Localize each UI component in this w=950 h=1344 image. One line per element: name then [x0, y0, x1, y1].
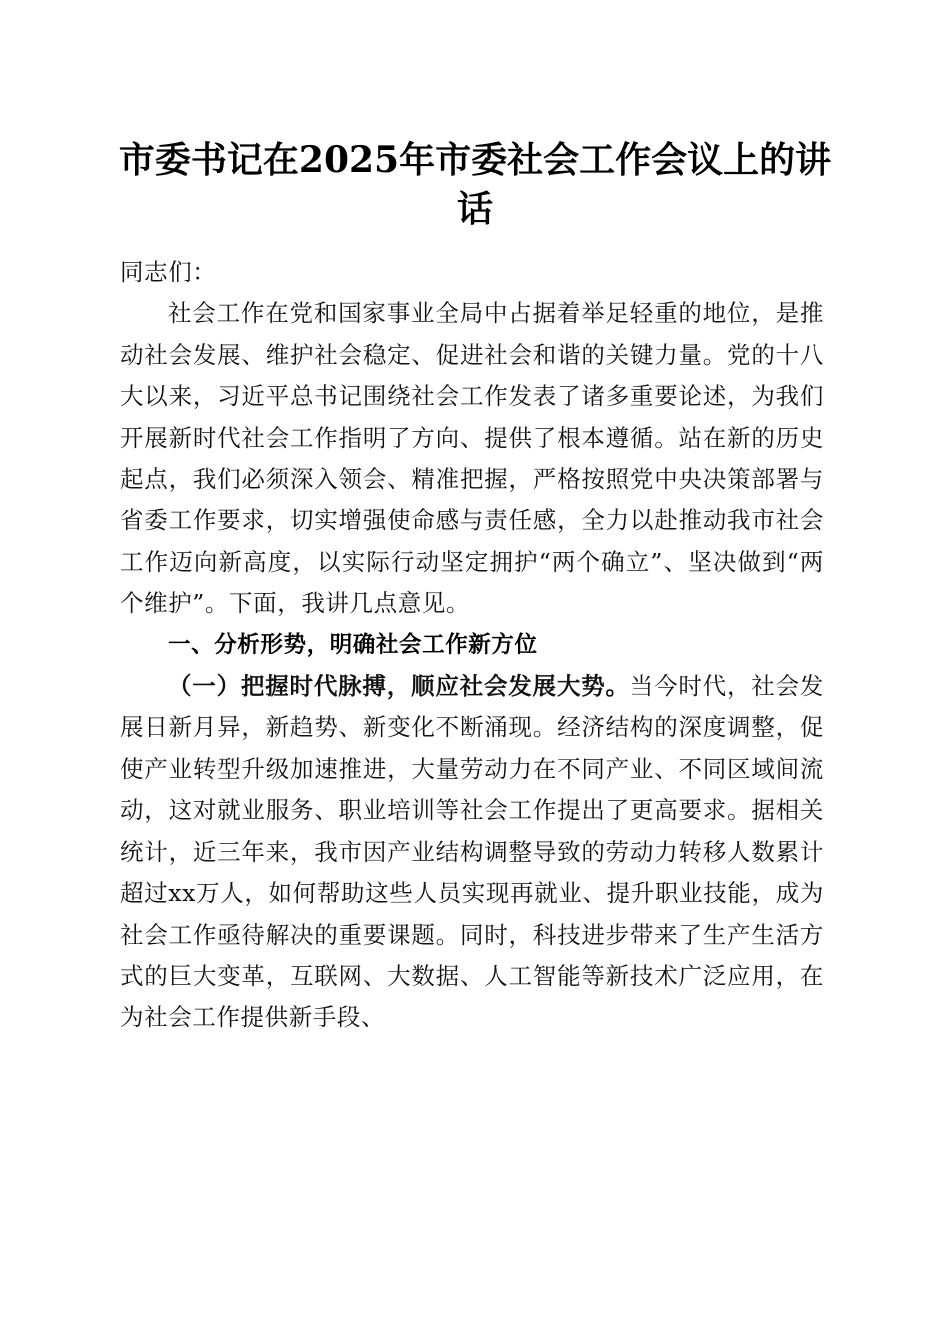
document-title: 市委书记在2025年市委社会工作会议上的讲话: [118, 139, 832, 230]
subsection-paragraph: [120, 666, 824, 1039]
document-body: [120, 252, 824, 1039]
intro-paragraph: 社会工作在党和国家事业全局中占据着举足轻重的地位，是推动社会发展、维护社会稳定、促进社会和谐的关键力量。党的十八大以来，习近平总书记围绕社会工作发表了诸多重要论述，为我们开展新时代社会工作指明了方向、提供了根本遵循。站在新的历史起点，我们必须深入领会、精准把握，严格按照党中央决策部署与省委工作要求，切实增强使命感与责任感，全力以赴推动我市社会工作迈向新高度，以实际行动坚定拥护“两个确立”、坚决做到“两个维护”。下面，我讲几点意见。: [120, 299, 824, 618]
subsection-text: 当今时代，社会发展日新月异，新趋势、新变化不断涌现。经济结构的深度调整，促使产业转型升级加速推进，大量劳动力在不同产业、不同区域间流动，这对就业服务、职业培训等社会工作提出了更高要求。据相关统计，近三年来，我市因产业结构调整导致的劳动力转移人数累计超过xx万人，如何帮助这些人员实现再就业、提升职业技能，成为社会工作亟待解决的重要课题。同时，科技进步带来了生产生活方式的巨大变革，互联网、大数据、人工智能等新技术广泛应用，在为社会工作提供新手段、: [120, 672, 824, 1032]
section-heading: 一、分析形势，明确社会工作新方位: [168, 631, 538, 658]
subsection-lead: （一）把握时代脉搏，顺应社会发展大势。: [168, 672, 630, 701]
salutation: 同志们：: [120, 258, 217, 286]
